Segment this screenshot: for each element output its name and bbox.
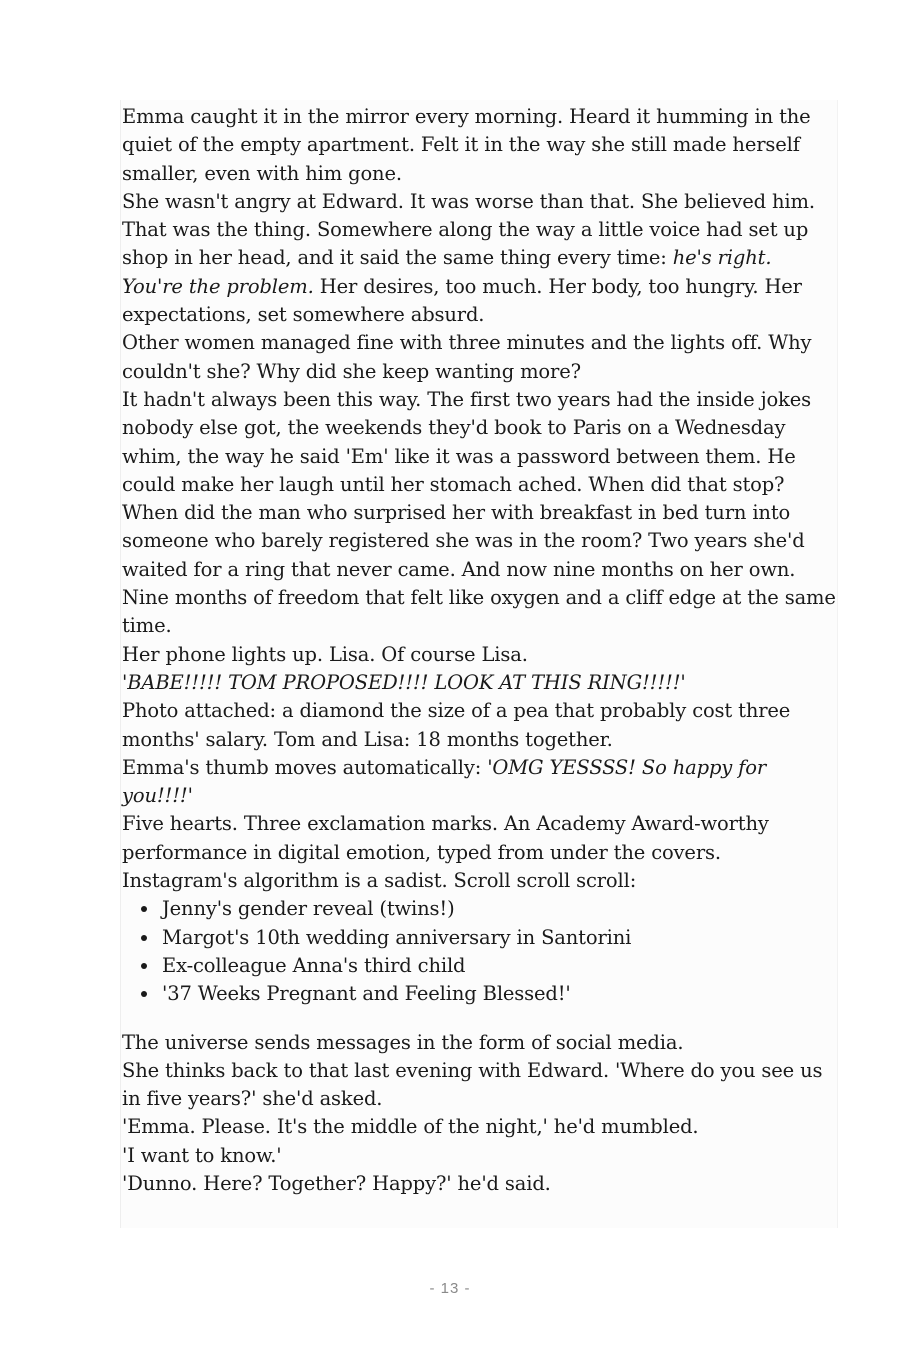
paragraph-14: 'I want to know.' <box>122 1143 282 1167</box>
paragraph-8: Emma's thumb moves automatically: 'OMG YESSSS! So happy for you!!!!' <box>122 755 767 808</box>
inner-voice-italic: he's right. You're the problem. <box>122 246 772 298</box>
list-item: • Jenny's gender reveal (twins!) <box>160 895 838 923</box>
feed-list <box>122 895 838 1008</box>
page-number: - 13 - <box>429 1280 471 1297</box>
paragraph-6-message: 'BABE!!!!! TOM PROPOSED!!!! LOOK AT THIS RING!!!!!' <box>122 670 686 694</box>
paragraph-13: 'Emma. Please. It's the middle of the night,' he'd mumbled. <box>122 1115 699 1139</box>
paragraph-2: She wasn't angry at Edward. It was worse than that. She believed him. That was the thing. Somewhere along the way a little voice had set up shop in her head, and it said the same thing every time: he's right. You're the problem. Her desires, too much. Her body, too hungry. Her expectations, set somewhere absurd. <box>122 189 815 327</box>
reply-italic: 'OMG YESSSS! So happy for you!!!!' <box>122 755 767 808</box>
list-item: • Margot's 10th wedding anniversary in Santorini <box>160 924 838 952</box>
page-body <box>122 103 838 1198</box>
paragraph-10: Instagram's algorithm is a sadist. Scroll scroll scroll: <box>122 869 637 893</box>
paragraph-12: She thinks back to that last evening with Edward. 'Where do you see us in five years?' she'd asked. <box>122 1058 823 1111</box>
paragraph-9: Five hearts. Three exclamation marks. An Academy Award-worthy performance in digital emotion, typed from under the covers. <box>122 812 769 864</box>
paragraph-4: It hadn't always been this way. The first two years had the inside jokes nobody else got, the weekends they'd book to Paris on a Wednesday whim, the way he said 'Em' like it was a password between them. He could make her laugh until her stomach ached. When did that stop? When did the man who surprised her with breakfast in bed turn into someone who barely registered she was in the room? Two years she'd waited for a ring that never came. And now nine months on her own. Nine months of freedom that felt like oxygen and a cliff edge at the same time. <box>122 387 836 638</box>
paragraph-5: Her phone lights up. Lisa. Of course Lisa. <box>122 642 528 666</box>
paragraph-3: Other women managed fine with three minutes and the lights off. Why couldn't she? Why did she keep wanting more? <box>122 331 812 383</box>
list-item: • '37 Weeks Pregnant and Feeling Blessed!' <box>160 980 838 1008</box>
paragraph-15: 'Dunno. Here? Together? Happy?' he'd said. <box>122 1171 551 1195</box>
list-item: • Ex-colleague Anna's third child <box>160 952 838 980</box>
paragraph-7: Photo attached: a diamond the size of a pea that probably cost three months' salary. Tom and Lisa: 18 months together. <box>122 699 791 751</box>
paragraph-11: The universe sends messages in the form of social media. <box>122 1030 684 1054</box>
paragraph-1: Emma caught it in the mirror every morning. Heard it humming in the quiet of the empty apartment. Felt it in the way she still made herself smaller, even with him gone. <box>122 105 811 185</box>
